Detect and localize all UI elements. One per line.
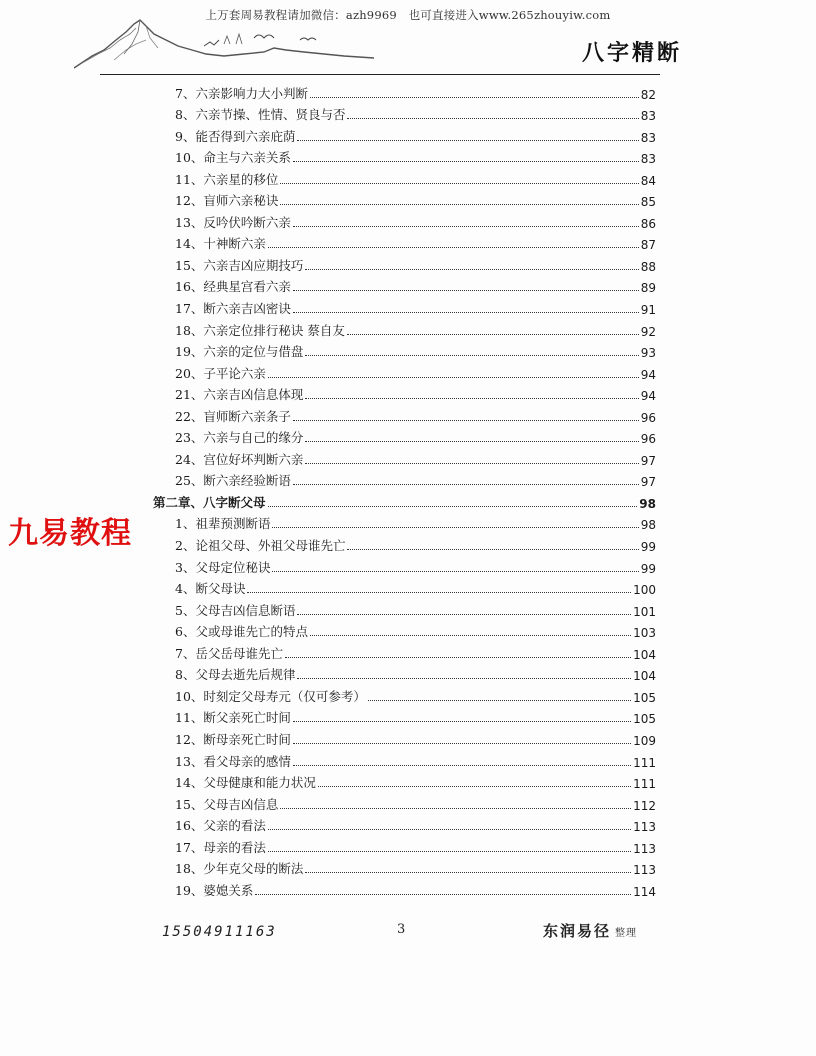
page-number: 3 [397,922,406,937]
toc-entry-label: 13、看父母亲的感情 [175,753,291,769]
toc-entry-page: 98 [640,518,656,533]
header-title: 八字精断 [581,41,682,66]
toc-entry[interactable] [153,80,656,102]
toc-entry[interactable] [153,166,656,188]
toc-leader-dots [293,765,631,766]
toc-leader-dots [297,678,631,679]
toc-entry-label: 19、六亲的定位与借盘 [175,344,304,360]
toc-entry[interactable] [153,554,656,576]
toc-entry[interactable] [153,209,656,231]
toc-entry-label: 17、母亲的看法 [175,839,266,855]
toc-entry-label: 11、断父亲死亡时间 [175,710,291,726]
toc-entry[interactable] [153,317,656,339]
toc-leader-dots [268,851,631,852]
toc-entry-page: 101 [633,604,656,619]
toc-leader-dots [347,118,638,119]
toc-entry-page: 105 [633,690,656,705]
mountain-illustration [74,10,374,70]
toc-leader-dots [297,614,631,615]
toc-entry-page: 91 [640,303,656,318]
toc-entry-label: 17、断六亲吉凶密诀 [175,301,291,317]
toc-entry-page: 103 [633,626,656,641]
toc-entry-page: 96 [640,410,656,425]
header-rule [100,74,660,75]
toc-entry-label: 10、时刻定父母寿元（仅可参考） [175,688,366,704]
toc-entry[interactable] [153,295,656,317]
toc-entry-page: 96 [640,432,656,447]
toc-entry-label: 4、断父母诀 [175,581,246,597]
toc-entry-label: 1、祖辈预测断语 [175,516,271,532]
toc-entry-label: 24、宫位好坏判断六亲 [175,451,304,467]
toc-leader-dots [293,721,631,722]
toc-entry-page: 109 [633,733,656,748]
toc-entry[interactable] [153,231,656,253]
toc-entry-label: 12、断母亲死亡时间 [175,731,291,747]
toc-leader-dots [293,312,639,313]
toc-entry-label: 14、十神断六亲 [175,236,266,252]
toc-leader-dots [305,872,631,873]
toc-entry-label: 22、盲师断六亲条子 [175,408,291,424]
toc-leader-dots [293,161,639,162]
toc-entry-page: 94 [640,389,656,404]
toc-entry[interactable] [153,339,656,361]
toc-entry-label: 5、父母吉凶信息断语 [175,602,296,618]
toc-entry-page: 85 [640,195,656,210]
toc-entry[interactable] [153,748,656,770]
toc-entry-label: 3、父母定位秘诀 [175,559,271,575]
toc-leader-dots [305,355,638,356]
toc-entry-label: 7、岳父岳母谁先亡 [175,645,283,661]
toc-entry[interactable] [153,511,656,533]
toc-entry-label: 19、婆媳关系 [175,882,254,898]
toc-entry[interactable] [153,834,656,856]
toc-leader-dots [247,592,631,593]
toc-leader-dots [280,204,638,205]
toc-leader-dots [280,183,638,184]
toc-leader-dots [255,894,631,895]
toc-leader-dots [268,506,638,507]
toc-entry[interactable] [153,403,656,425]
toc-entry-label: 18、少年克父母的断法 [175,861,304,877]
toc-entry-label: 7、六亲影响力大小判断 [175,85,308,101]
toc-leader-dots [285,657,631,658]
toc-entry[interactable] [153,791,656,813]
toc-entry[interactable] [153,619,656,641]
toc-entry-label: 11、六亲星的移位 [175,171,279,187]
toc-entry[interactable] [153,274,656,296]
toc-entry[interactable] [153,683,656,705]
toc-leader-dots [272,527,638,528]
toc-entry-page: 89 [640,281,656,296]
toc-entry-page: 87 [640,238,656,253]
toc-entry-label: 15、六亲吉凶应期技巧 [175,257,304,273]
toc-entry-page: 92 [640,324,656,339]
toc-leader-dots [305,463,638,464]
toc-leader-dots [268,247,639,248]
toc-entry[interactable] [153,425,656,447]
toc-entry-label: 2、论祖父母、外祖父母谁先亡 [175,538,346,554]
toc-leader-dots [305,398,638,399]
toc-chapter-entry[interactable] [153,489,656,511]
toc-entry-label: 18、六亲定位排行秘诀 蔡自友 [175,322,345,338]
toc-entry-label: 16、父亲的看法 [175,818,266,834]
toc-leader-dots [347,334,639,335]
credit-suffix: 整理 [615,928,638,939]
toc-leader-dots [268,377,639,378]
toc-entry-page: 94 [640,367,656,382]
toc-entry-page: 113 [633,863,656,878]
toc-entry-label: 6、父或母谁先亡的特点 [175,624,308,640]
toc-entry[interactable] [153,640,656,662]
toc-entry[interactable] [153,382,656,404]
toc-entry-page: 114 [633,884,656,899]
toc-entry-page: 100 [633,583,656,598]
toc-entry-page: 112 [633,798,656,813]
toc-entry-page: 84 [640,173,656,188]
toc-entry[interactable] [153,468,656,490]
footer-credit [543,920,637,941]
toc-entry-label: 14、父母健康和能力状况 [175,775,316,791]
toc-leader-dots [305,269,638,270]
toc-entry-label: 8、父母去逝先后规律 [175,667,296,683]
toc-entry-page: 82 [640,87,656,102]
toc-entry[interactable] [153,252,656,274]
toc-entry-label: 12、盲师六亲秘诀 [175,193,279,209]
toc-leader-dots [293,226,639,227]
toc-entry-label: 25、断六亲经验断语 [175,473,291,489]
toc-entry-label: 16、经典星宫看六亲 [175,279,291,295]
toc-entry[interactable] [153,856,656,878]
toc-entry-page: 113 [633,820,656,835]
toc-entry-label: 23、六亲与自己的缘分 [175,430,304,446]
toc-leader-dots [310,635,631,636]
toc-entry[interactable] [153,123,656,145]
toc-entry-label: 20、子平论六亲 [175,365,266,381]
watermark-text: 九易教程 [8,516,132,551]
toc-leader-dots [305,441,638,442]
toc-entry-page: 113 [633,841,656,856]
toc-leader-dots [293,420,639,421]
toc-leader-dots [280,808,631,809]
toc-entry[interactable] [153,726,656,748]
toc-entry[interactable] [153,360,656,382]
toc-entry-label: 9、能否得到六亲庇荫 [175,128,296,144]
toc-entry-label: 21、六亲吉凶信息体现 [175,387,304,403]
toc-entry-page: 83 [640,130,656,145]
toc-entry[interactable] [153,188,656,210]
toc-leader-dots [293,290,639,291]
toc-entry-page: 97 [640,453,656,468]
toc-entry-label: 8、六亲节操、性情、贤良与否 [175,107,346,123]
toc-entry-page: 97 [640,475,656,490]
toc-entry-label: 13、反吟伏吟断六亲 [175,214,291,230]
toc-entry-page: 83 [640,109,656,124]
toc-entry-page: 98 [639,496,656,511]
toc-entry-page: 111 [633,777,656,792]
toc-entry[interactable] [153,770,656,792]
toc-entry-page: 93 [640,346,656,361]
toc-leader-dots [368,700,631,701]
toc-entry[interactable] [153,532,656,554]
toc-entry[interactable] [153,662,656,684]
toc-entry[interactable] [153,705,656,727]
toc-entry[interactable] [153,145,656,167]
toc-entry-page: 88 [640,259,656,274]
toc-entry[interactable] [153,877,656,899]
toc-entry-page: 99 [640,561,656,576]
toc-leader-dots [297,140,638,141]
toc-entry[interactable] [153,597,656,619]
table-of-contents [153,80,656,899]
toc-leader-dots [310,97,639,98]
toc-entry-page: 99 [640,540,656,555]
toc-leader-dots [318,786,631,787]
credit-name: 东润易径 [543,922,612,940]
toc-entry-label: 10、命主与六亲关系 [175,150,291,166]
toc-entry[interactable] [153,576,656,598]
toc-entry-page: 86 [640,216,656,231]
toc-entry[interactable] [153,102,656,124]
toc-leader-dots [268,829,631,830]
toc-entry-page: 111 [633,755,656,770]
toc-leader-dots [293,743,631,744]
top-banner: 上万套周易教程请加微信：azh9969 也可直接进入www.265zhouyiw.com [205,8,611,22]
toc-entry-page: 104 [633,669,656,684]
toc-leader-dots [347,549,638,550]
toc-entry-page: 83 [640,152,656,167]
toc-entry-label: 第二章、八字断父母 [153,494,266,510]
toc-entry-page: 104 [633,647,656,662]
footer-phone: 15504911163 [162,924,277,940]
toc-entry[interactable] [153,446,656,468]
toc-entry[interactable] [153,813,656,835]
toc-entry-page: 105 [633,712,656,727]
toc-leader-dots [272,571,638,572]
toc-entry-label: 15、父母吉凶信息 [175,796,279,812]
toc-leader-dots [293,484,639,485]
